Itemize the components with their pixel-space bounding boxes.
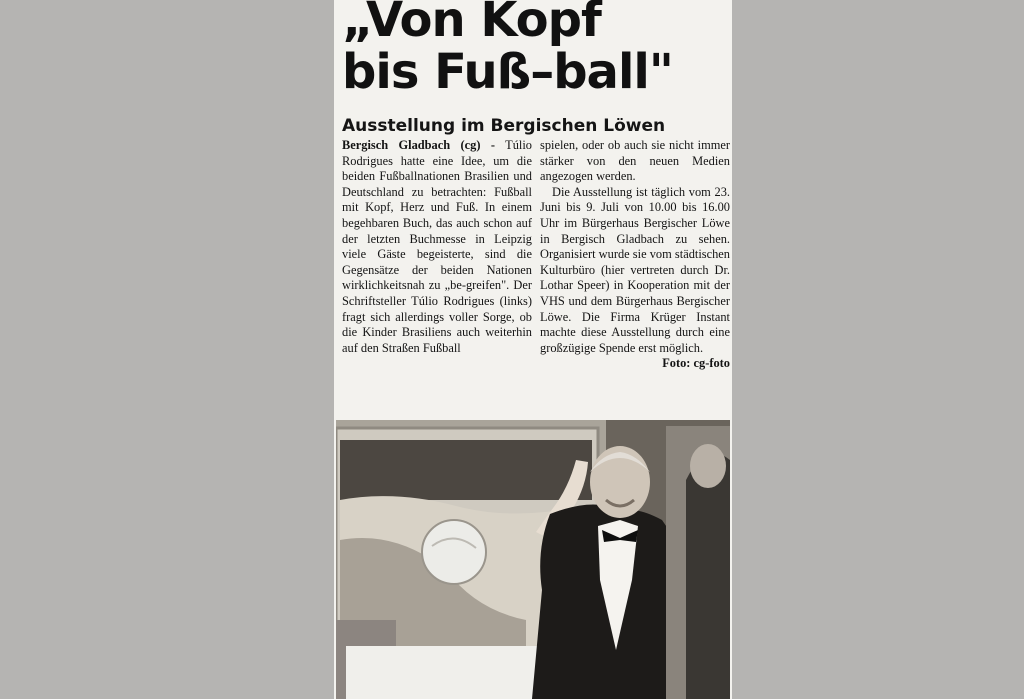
article-paragraph-1 [342, 138, 532, 356]
article-paragraph-2 [540, 184, 730, 371]
article-text-part-2: spielen, oder ob auch sie nicht immer stärker von den neuen Medien angezogen werden. [540, 138, 730, 184]
article-paragraph-1-continued [540, 138, 730, 185]
article-text-paragraph-2: Die Ausstellung ist täglich vom 23. Juni bis 9. Juli von 10.00 bis 16.00 Uhr im Bürgerhaus Bergischer Löwe in Bergisch Gladbach zu sehen. Organisiert wurde sie vom städtischen Kulturbüro (hier vertreten durch Dr. Lothar Speer) in Kooperation mit der VHS und dem Bürgerhaus Bergischer Löwe. Die Firma Krüger Instant machte diese Ausstellung durch eine großzügige Spende erst möglich. [540, 184, 730, 355]
article-text-part-1: Túlio Rodrigues hatte eine Idee, um die beiden Fußballnationen Brasilien und Deutschland zu betrachten: Fußball mit Kopf, Herz und Fuß. In einem begehbaren Buch, das auch schon auf der letzten Buchmesse in Leipzig viele Gäste begeisterte, sind die Gegensätze der beiden Nationen wirklichkeitsnah zu „be-greifen". Der Schriftsteller Túlio Rodrigues (links) fragt sich allerdings voller Sorge, ob die Kinder Brasiliens auch weiterhin auf den Straßen Fußball [342, 138, 533, 355]
article-column-left [342, 138, 532, 416]
newspaper-clipping [334, 0, 732, 699]
photo-credit: Foto: cg-foto [662, 356, 730, 371]
headline-line-1: „Von Kopf [342, 0, 601, 48]
dateline: Bergisch Gladbach (cg) - [342, 138, 495, 152]
article-photo [336, 420, 730, 699]
subheadline: Ausstellung im Bergischen Löwen [342, 116, 666, 136]
headline-line-2: bis Fuß–ball" [342, 44, 673, 100]
headline [342, 0, 732, 98]
photo-illustration [336, 420, 730, 699]
article-column-right [540, 138, 730, 416]
